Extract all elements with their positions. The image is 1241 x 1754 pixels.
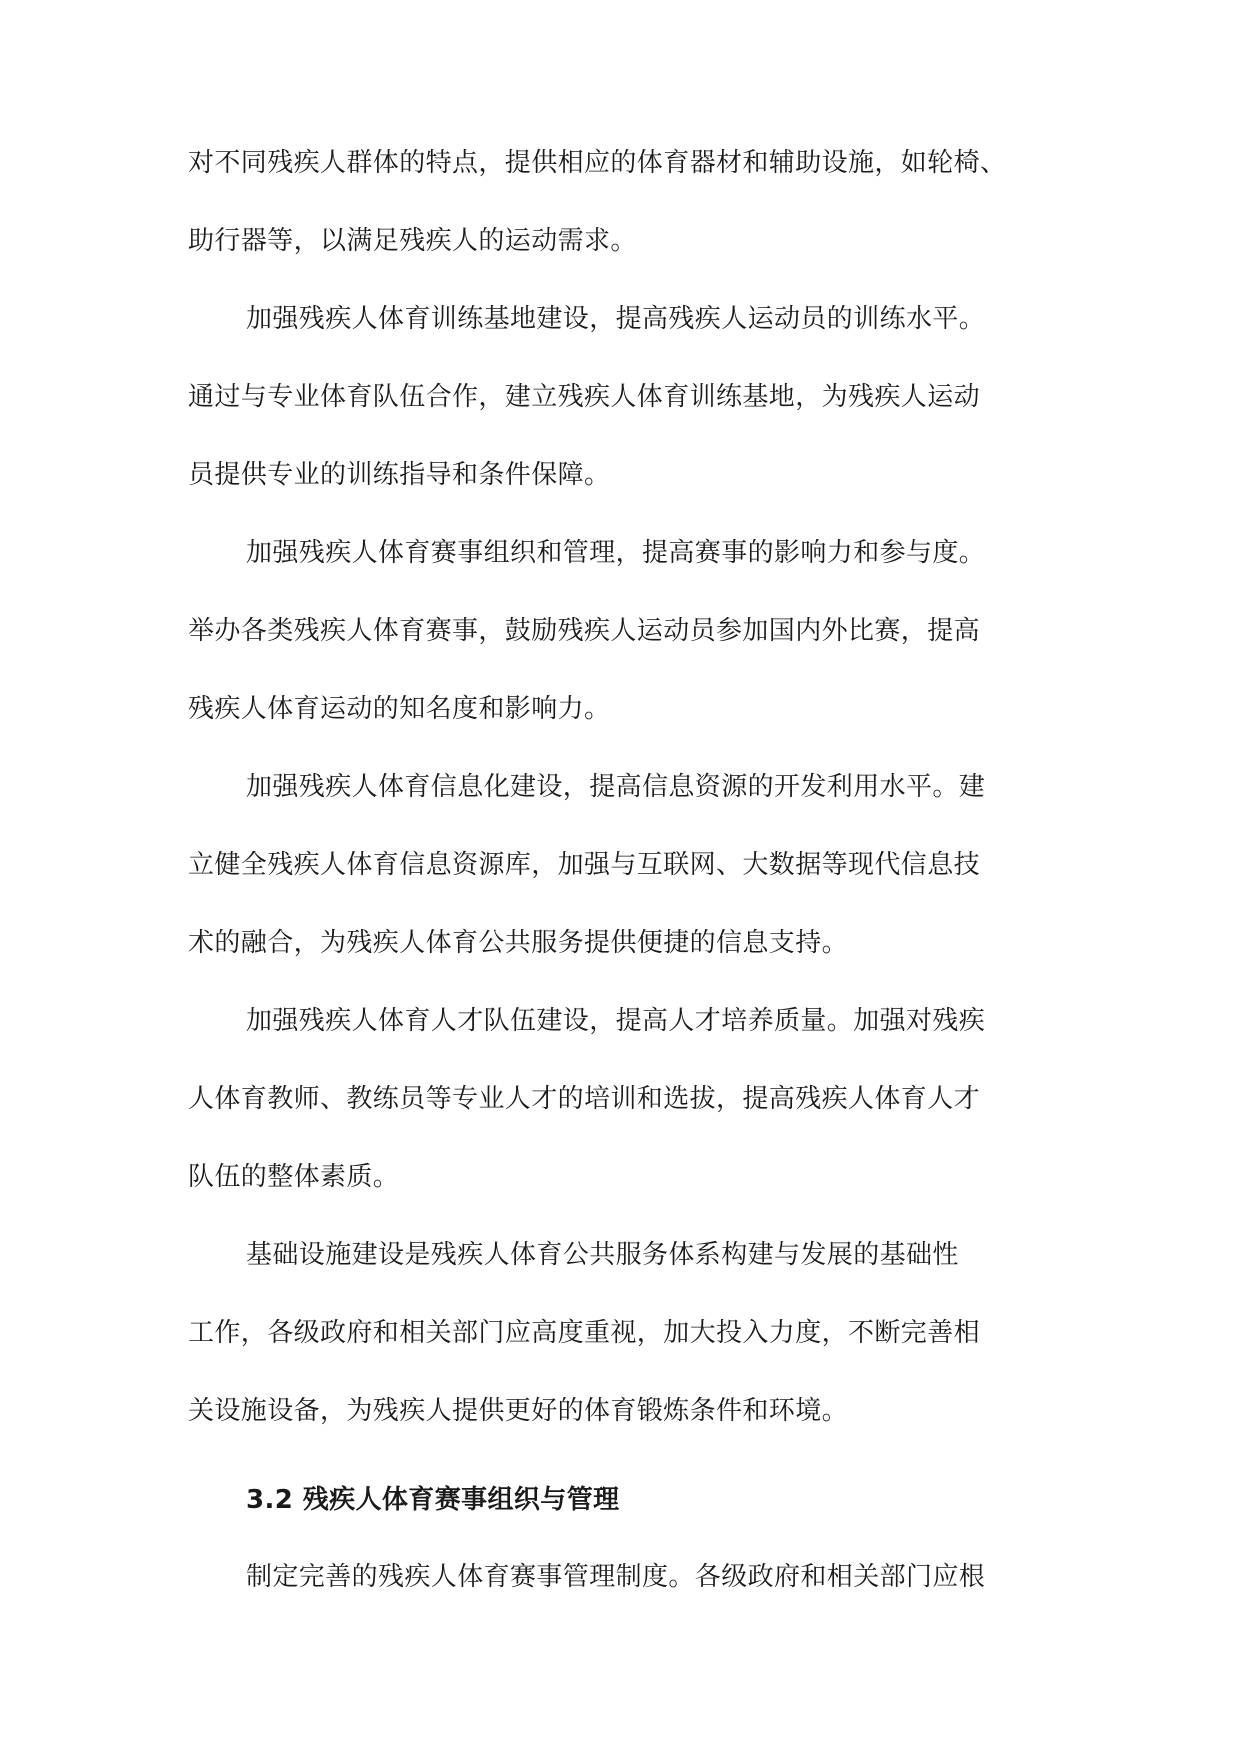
text-line: 员提供专业的训练指导和条件保障。 bbox=[188, 460, 611, 490]
paragraph-start-line: 加强残疾人体育训练基地建设，提高残疾人运动员的训练水平。 bbox=[246, 304, 986, 334]
paragraph-start-line: 基础设施建设是残疾人体育公共服务体系构建与发展的基础性 bbox=[246, 1240, 959, 1270]
text-line: 队伍的整体素质。 bbox=[188, 1162, 400, 1192]
text-line: 立健全残疾人体育信息资源库，加强与互联网、大数据等现代信息技 bbox=[188, 850, 981, 880]
text-line: 工作，各级政府和相关部门应高度重视，加大投入力度，不断完善相 bbox=[188, 1318, 981, 1348]
text-line: 举办各类残疾人体育赛事，鼓励残疾人运动员参加国内外比赛，提高 bbox=[188, 616, 981, 646]
paragraph-start-line: 制定完善的残疾人体育赛事管理制度。各级政府和相关部门应根 bbox=[246, 1562, 986, 1592]
text-line: 通过与专业体育队伍合作，建立残疾人体育训练基地，为残疾人运动 bbox=[188, 382, 981, 412]
paragraph-start-line: 加强残疾人体育信息化建设，提高信息资源的开发利用水平。建 bbox=[246, 772, 986, 802]
section-heading: 3.2 残疾人体育赛事组织与管理 bbox=[246, 1485, 620, 1515]
text-line: 残疾人体育运动的知名度和影响力。 bbox=[188, 694, 611, 724]
text-line: 关设施设备，为残疾人提供更好的体育锻炼条件和环境。 bbox=[188, 1396, 849, 1426]
paragraph-start-line: 加强残疾人体育人才队伍建设，提高人才培养质量。加强对残疾 bbox=[246, 1006, 986, 1036]
text-line: 助行器等，以满足残疾人的运动需求。 bbox=[188, 226, 637, 256]
paragraph-start-line: 加强残疾人体育赛事组织和管理，提高赛事的影响力和参与度。 bbox=[246, 538, 986, 568]
text-line: 对不同残疾人群体的特点，提供相应的体育器材和辅助设施，如轮椅、 bbox=[188, 148, 1007, 178]
text-line: 术的融合，为残疾人体育公共服务提供便捷的信息支持。 bbox=[188, 928, 849, 958]
text-line: 人体育教师、教练员等专业人才的培训和选拔，提高残疾人体育人才 bbox=[188, 1084, 981, 1114]
